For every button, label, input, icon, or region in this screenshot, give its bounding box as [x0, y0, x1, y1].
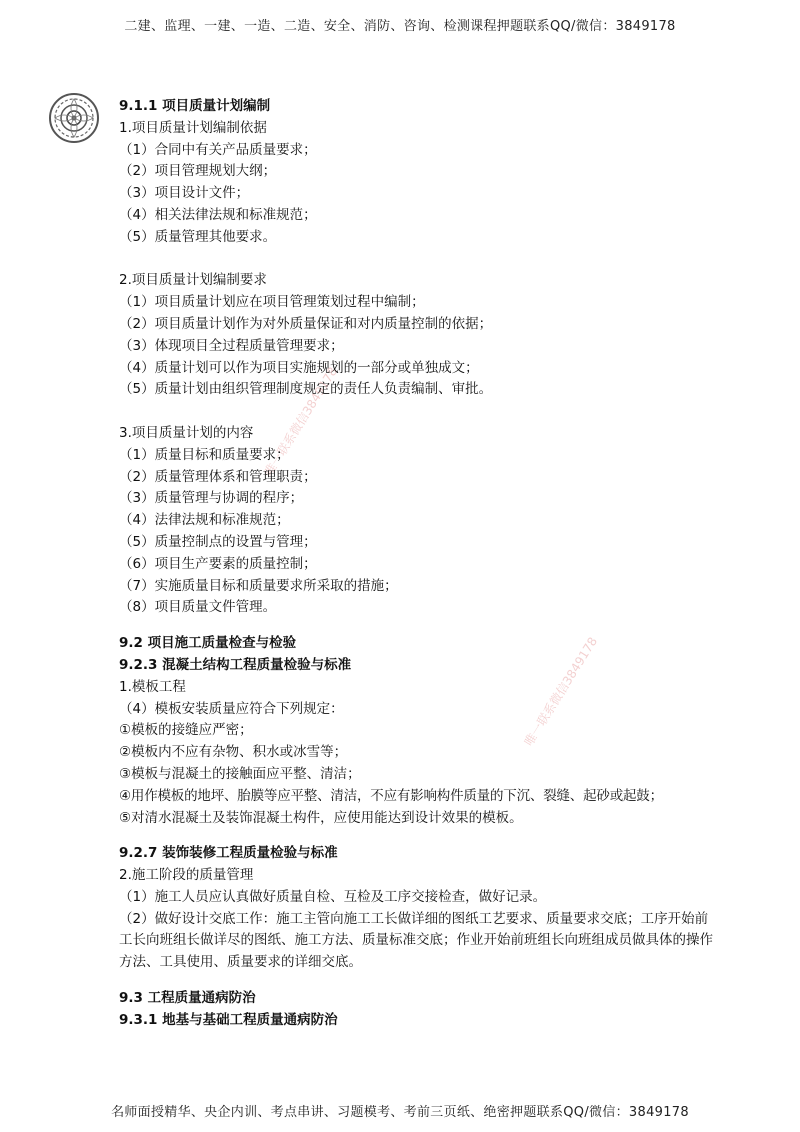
list-item: ③模板与混凝土的接触面应平整、清洁；	[119, 765, 361, 782]
document-body	[119, 96, 719, 1032]
list-item: （4）相关法律法规和标准规范；	[119, 206, 317, 223]
list-item: （1）合同中有关产品质量要求；	[119, 141, 317, 158]
subsection-title: 1.模板工程	[119, 678, 186, 695]
subsection-title: 1.项目质量计划编制依据	[119, 119, 267, 136]
paragraph: （1）施工人员应认真做好质量自检、互检及工序交接检查，做好记录。	[119, 888, 547, 905]
list-item: （6）项目生产要素的质量控制；	[119, 555, 317, 572]
watermark: 唯一联系微信3849178	[521, 634, 601, 749]
page-header: 二建、监理、一建、一造、二造、安全、消防、咨询、检测课程押题联系QQ/微信：3849178	[124, 19, 676, 34]
list-item: （4）法律法规和标准规范；	[119, 512, 290, 529]
section-heading: 9.3.1 地基与基础工程质量通病防治	[119, 1011, 338, 1028]
subsection-title: 2.项目质量计划编制要求	[119, 272, 267, 289]
paragraph: （2）做好设计交底工作：施工主管向施工工长做详细的图纸工艺要求、质量要求交底；工序开始前工长向班组长做详尽的图纸、施工方法、质量标准交底；作业开始前班组长向班组成员做具体的操作方法、工具使用、质量要求的详细交底。	[119, 910, 713, 971]
seal-logo-icon	[44, 92, 104, 144]
list-item: ②模板内不应有杂物、积水或冰雪等；	[119, 744, 348, 761]
section-heading: 9.3 工程质量通病防治	[119, 990, 256, 1007]
list-item: （5）质量计划由组织管理制度规定的责任人负责编制、审批。	[119, 381, 493, 398]
subsection-title: 3.项目质量计划的内容	[119, 424, 254, 441]
watermark: 唯一联系微信3849178	[261, 364, 341, 479]
list-item: （3）质量管理与协调的程序；	[119, 490, 304, 507]
list-item: ⑤对清水混凝土及装饰混凝土构件，应使用能达到设计效果的模板。	[119, 809, 523, 826]
list-item: ④用作模板的地坪、胎膜等应平整、清洁，不应有影响构件质量的下沉、裂缝、起砂或起鼓；	[119, 787, 663, 804]
list-item: （7）实施质量目标和质量要求所采取的措施；	[119, 577, 398, 594]
list-item: （3）项目设计文件；	[119, 185, 250, 202]
list-item: （3）体现项目全过程质量管理要求；	[119, 337, 344, 354]
section-heading: 9.1.1 项目质量计划编制	[119, 98, 271, 114]
list-item: （8）项目质量文件管理。	[119, 599, 277, 616]
list-item: （1）项目质量计划应在项目管理策划过程中编制；	[119, 294, 425, 311]
list-item: （2）项目管理规划大纲；	[119, 163, 277, 180]
page-footer: 名师面授精华、央企内训、考点串讲、习题模考、考前三页纸、绝密押题联系QQ/微信：3849178	[111, 1105, 689, 1120]
list-item: （2）项目质量计划作为对外质量保证和对内质量控制的依据；	[119, 315, 493, 332]
list-item: （1）质量目标和质量要求；	[119, 446, 290, 463]
list-item: （2）质量管理体系和管理职责；	[119, 468, 317, 485]
subsection-title: 2.施工阶段的质量管理	[119, 867, 254, 884]
section-heading: 9.2 项目施工质量检查与检验	[119, 635, 297, 652]
section-heading: 9.2.3 混凝土结构工程质量检验与标准	[119, 656, 352, 673]
list-item: ①模板的接缝应严密；	[119, 722, 253, 739]
list-item: （4）模板安装质量应符合下列规定：	[119, 700, 344, 717]
list-item: （4）质量计划可以作为项目实施规划的一部分或单独成文；	[119, 359, 479, 376]
section-heading: 9.2.7 装饰装修工程质量检验与标准	[119, 845, 338, 862]
list-item: （5）质量控制点的设置与管理；	[119, 533, 317, 550]
list-item: （5）质量管理其他要求。	[119, 228, 277, 245]
